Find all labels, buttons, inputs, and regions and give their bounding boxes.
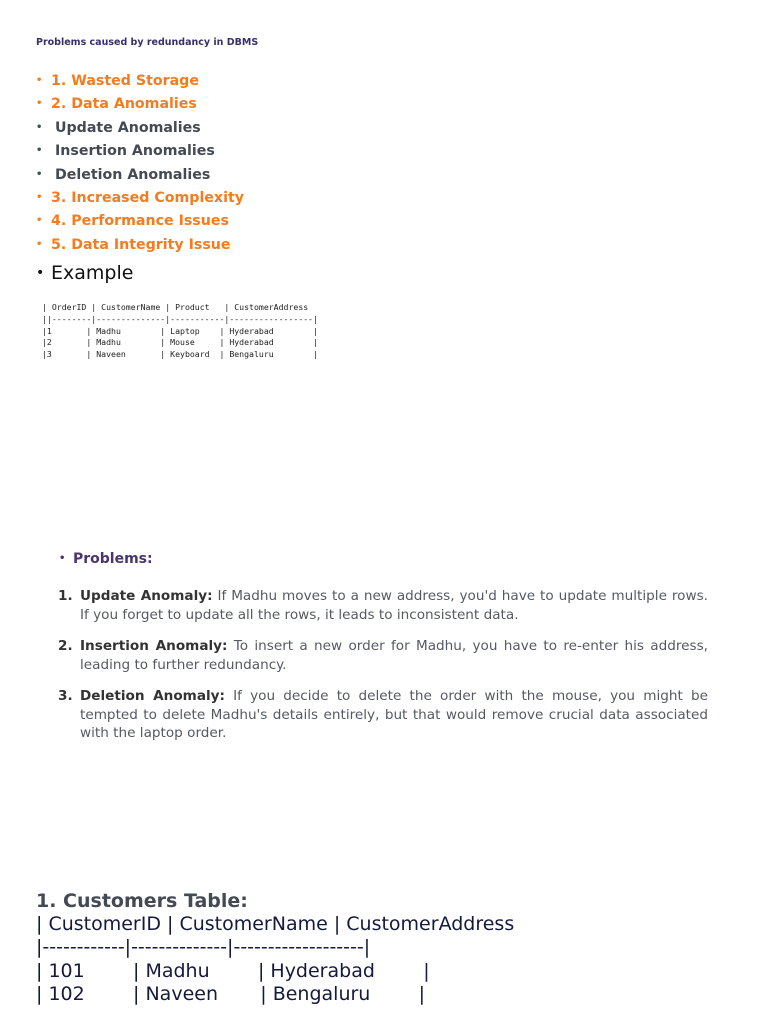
example-heading — [36, 262, 133, 284]
topic-item — [36, 118, 244, 141]
orders-table-line: |1 | Madhu | Laptop | Hyderabad | — [42, 325, 319, 336]
bullet-icon: • — [36, 145, 43, 157]
topic-label: 2. Data Anomalies — [51, 96, 197, 113]
bullet-icon: • — [36, 215, 43, 227]
problem-text: To insert a new order for Madhu, you have to re-enter his address, leading to further redundancy. — [80, 638, 708, 673]
problems-heading-label: Problems: — [73, 551, 153, 567]
topic-item — [36, 165, 244, 188]
problem-number: 1. — [58, 588, 73, 604]
problem-title: Update Anomaly: — [80, 588, 213, 604]
problems-list — [58, 587, 708, 756]
customers-table-title: 1. Customers Table: — [36, 890, 248, 912]
page-heading: Problems caused by redundancy in DBMS — [36, 37, 259, 48]
topic-label: 5. Data Integrity Issue — [51, 236, 231, 253]
topic-label: 1. Wasted Storage — [51, 73, 199, 89]
example-label: Example — [51, 262, 134, 284]
bullet-icon: • — [36, 98, 43, 110]
orders-table-line: ||--------|--------------|-----------|-----------------| — [42, 313, 319, 324]
topic-item — [36, 235, 244, 258]
problem-number: 2. — [58, 638, 73, 654]
orders-table-line: | OrderID | CustomerName | Product | CustomerAddress — [42, 302, 309, 312]
topic-label: Insertion Anomalies — [55, 143, 215, 160]
problem-item — [58, 687, 708, 743]
orders-table-line: |2 | Madhu | Mouse | Hyderabad | — [42, 337, 319, 348]
bullet-icon: • — [36, 238, 43, 250]
topics-list — [36, 71, 244, 258]
problem-item — [58, 587, 708, 624]
bullet-icon: • — [36, 168, 43, 180]
customers-table — [36, 913, 514, 1006]
bullet-icon: • — [36, 75, 43, 86]
topic-item — [36, 188, 244, 211]
topic-label: Update Anomalies — [55, 119, 201, 136]
customers-table-line: | 101 | Madhu | Hyderabad | — [36, 959, 430, 982]
problem-item — [58, 637, 708, 674]
problems-heading — [59, 551, 153, 567]
problem-number: 3. — [58, 688, 73, 704]
topic-item — [36, 141, 244, 164]
problem-title: Insertion Anomaly: — [80, 638, 228, 654]
topic-item — [36, 94, 244, 117]
problem-text: If Madhu moves to a new address, you'd have to update multiple rows. If you forget to update all the rows, it leads to inconsistent data. — [80, 588, 708, 623]
topic-label: Deletion Anomalies — [55, 166, 211, 183]
orders-table-line: |3 | Naveen | Keyboard | Bengaluru | — [42, 349, 319, 360]
topic-label: 4. Performance Issues — [51, 213, 229, 230]
topic-label: 3. Increased Complexity — [51, 189, 244, 206]
bullet-icon: • — [36, 191, 43, 203]
problem-text: If you decide to delete the order with the mouse, you might be tempted to delete Madhu's details entirely, but that would remove crucial data associated with the laptop order. — [80, 688, 708, 741]
customers-table-line: | CustomerID | CustomerName | CustomerAddress — [36, 913, 515, 935]
topic-item — [36, 211, 244, 234]
problem-title: Deletion Anomaly: — [80, 688, 225, 704]
customers-table-line: | 102 | Naveen | Bengaluru | — [36, 982, 426, 1005]
bullet-icon: • — [59, 553, 66, 564]
bullet-icon: • — [36, 265, 45, 281]
topic-item — [36, 71, 244, 94]
customers-table-line: |------------|--------------|-------------------| — [36, 936, 371, 959]
bullet-icon: • — [36, 121, 43, 133]
orders-table — [42, 302, 318, 361]
